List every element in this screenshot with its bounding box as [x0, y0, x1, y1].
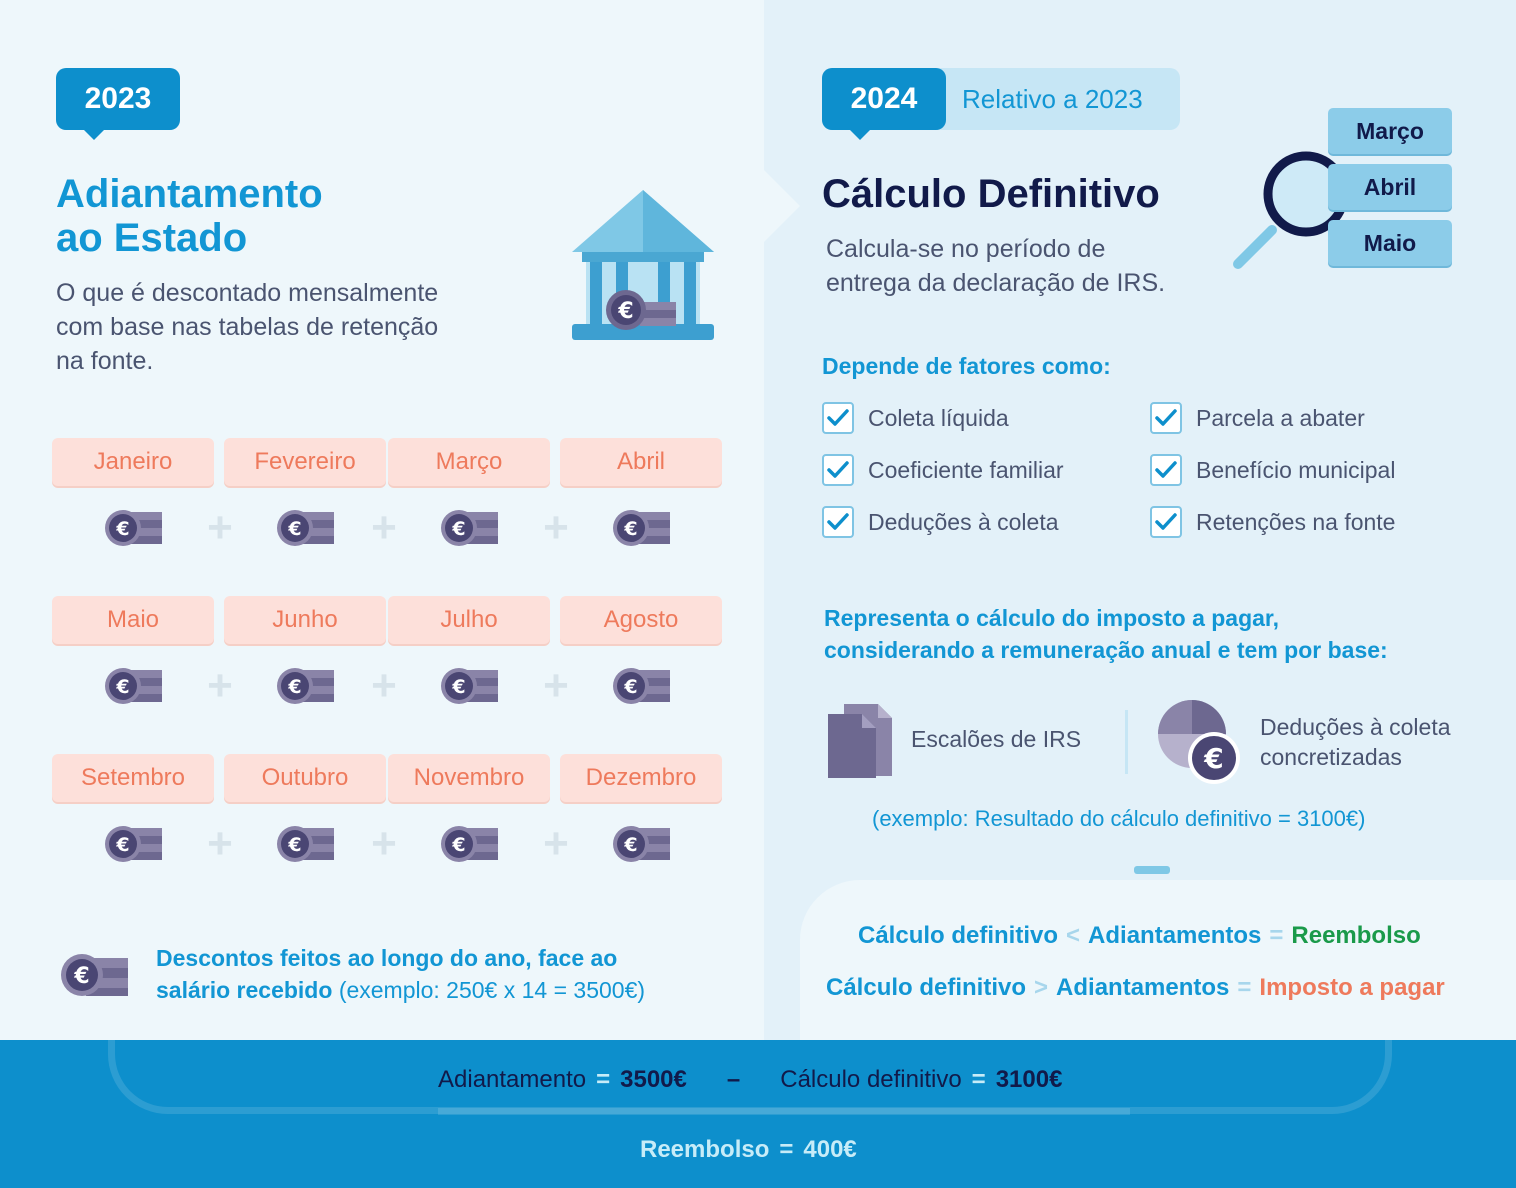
right-title: Cálculo Definitivo [822, 172, 1160, 216]
relative-year-label: Relativo a 2023 [962, 84, 1143, 114]
svg-text:€: € [452, 676, 466, 698]
coin-icon [276, 666, 336, 706]
factor-item [822, 506, 1059, 538]
annual-discounts-example: (exemplo: 250€ x 14 = 3500€) [338, 977, 646, 1003]
month-pill: Maio [52, 596, 214, 644]
left-title-line1: Adiantamento [56, 172, 323, 216]
plus-sign: + [543, 503, 569, 552]
coin-icon [104, 824, 164, 864]
rule2-greater-than: > [1034, 974, 1049, 1001]
month-pill: Fevereiro [224, 438, 386, 486]
svg-text:€: € [1204, 742, 1224, 775]
month-pill: Março [388, 438, 550, 486]
annual-discounts-note [156, 942, 645, 1006]
summary-minus: – [726, 1066, 741, 1093]
month-pill: Julho [388, 596, 550, 644]
factor-label: Coeficiente familiar [868, 456, 1064, 483]
checkmark-icon [822, 506, 854, 538]
svg-text:€: € [624, 676, 638, 698]
annual-discounts-line2 [156, 974, 645, 1006]
coin-icon [440, 824, 500, 864]
summary-eq-2: = [971, 1066, 986, 1093]
rule1-equals: = [1269, 922, 1284, 949]
coin-icon [440, 666, 500, 706]
month-pill: Junho [224, 596, 386, 644]
svg-text:€: € [288, 676, 302, 698]
summary-reembolso-value: 400€ [803, 1136, 857, 1163]
svg-text:€: € [116, 676, 130, 698]
pie-coin-icon [1156, 698, 1246, 788]
coin-icon [612, 508, 672, 548]
summary-bar [0, 1040, 1516, 1188]
bank-icon [568, 186, 718, 344]
year-badge-2023: 2023 [56, 68, 180, 130]
svg-text:€: € [74, 964, 90, 989]
coin-icon [104, 508, 164, 548]
checkmark-icon [822, 402, 854, 434]
coin-stack-icon [60, 952, 132, 998]
right-desc-line1: Calcula-se no período de [826, 235, 1106, 263]
svg-text:€: € [116, 834, 130, 856]
rule-imposto [826, 974, 1445, 1002]
period-month-marco: Março [1328, 108, 1452, 154]
right-description [826, 232, 1165, 300]
rule2-adiantamentos: Adiantamentos [1056, 974, 1230, 1001]
factor-label: Retenções na fonte [1196, 508, 1396, 535]
basis-item-escaloes: Escalões de IRS [911, 726, 1082, 752]
checkmark-icon [1150, 454, 1182, 486]
factor-label: Benefício municipal [1196, 456, 1396, 483]
plus-sign: + [371, 661, 397, 710]
summary-equation [438, 1066, 1062, 1094]
left-desc-line3: na fonte. [56, 347, 154, 375]
documents-icon [826, 700, 896, 780]
plus-sign: + [371, 819, 397, 868]
plus-sign: + [207, 661, 233, 710]
summary-adiantamento-label: Adiantamento [438, 1066, 587, 1093]
equals-connector-top [1134, 866, 1170, 874]
checkmark-icon [822, 454, 854, 486]
rule2-result: Imposto a pagar [1259, 974, 1445, 1001]
svg-text:€: € [116, 518, 130, 540]
checkmark-icon [1150, 402, 1182, 434]
svg-text:€: € [618, 299, 634, 324]
factor-item [1150, 506, 1395, 538]
rule1-calc: Cálculo definitivo [858, 922, 1059, 949]
summary-eq-3: = [779, 1136, 794, 1163]
basis-line2: considerando a remuneração anual e tem por base: [824, 637, 1388, 663]
factor-label: Deduções à coleta [868, 508, 1059, 535]
panel-divider-arrow [764, 170, 800, 242]
factor-item [822, 454, 1064, 486]
plus-sign: + [371, 503, 397, 552]
svg-text:€: € [288, 518, 302, 540]
basis-divider [1125, 710, 1128, 774]
basis-item-deducoes-line2: concretizadas [1260, 744, 1402, 770]
svg-text:€: € [624, 518, 638, 540]
svg-text:€: € [452, 834, 466, 856]
coin-icon [612, 824, 672, 864]
month-pill: Agosto [560, 596, 722, 644]
right-desc-line2: entrega da declaração de IRS. [826, 269, 1166, 297]
summary-result [640, 1136, 857, 1164]
month-pill: Setembro [52, 754, 214, 802]
month-pill: Janeiro [52, 438, 214, 486]
coin-icon [440, 508, 500, 548]
plus-sign: + [207, 503, 233, 552]
rule1-adiantamentos: Adiantamentos [1088, 922, 1262, 949]
annual-discounts-bold: salário recebido [156, 977, 333, 1003]
rules-box [800, 880, 1516, 1040]
rule2-calc: Cálculo definitivo [826, 974, 1027, 1001]
month-pill: Outubro [224, 754, 386, 802]
calc-example: (exemplo: Resultado do cálculo definitivo = 3100€) [872, 806, 1366, 831]
summary-eq-1: = [596, 1066, 611, 1093]
plus-sign: + [543, 661, 569, 710]
plus-sign: + [543, 819, 569, 868]
rule1-less-than: < [1066, 922, 1081, 949]
svg-text:€: € [288, 834, 302, 856]
basis-line1: Representa o cálculo do imposto a pagar, [824, 605, 1280, 631]
coin-icon [276, 508, 336, 548]
basis-item-deducoes [1260, 712, 1451, 772]
factor-item [1150, 402, 1365, 434]
factor-label: Parcela a abater [1196, 404, 1365, 431]
summary-reembolso-label: Reembolso [640, 1136, 770, 1163]
left-desc-line2: com base nas tabelas de retenção [56, 313, 439, 341]
svg-text:€: € [624, 834, 638, 856]
summary-adiantamento-value: 3500€ [620, 1066, 687, 1093]
left-title-line2: ao Estado [56, 216, 248, 260]
checkmark-icon [1150, 506, 1182, 538]
left-description [56, 276, 438, 378]
period-month-abril: Abril [1328, 164, 1452, 210]
factor-item [822, 402, 1009, 434]
factors-heading: Depende de fatores como: [822, 353, 1111, 379]
left-desc-line1: O que é descontado mensalmente [56, 279, 439, 307]
month-pill: Abril [560, 438, 722, 486]
factor-label: Coleta líquida [868, 404, 1009, 431]
plus-sign: + [207, 819, 233, 868]
coin-icon [104, 666, 164, 706]
coin-icon [276, 824, 336, 864]
month-pill: Novembro [388, 754, 550, 802]
svg-text:€: € [452, 518, 466, 540]
basis-heading [824, 602, 1388, 666]
rule1-result: Reembolso [1291, 922, 1421, 949]
rule2-equals: = [1237, 974, 1252, 1001]
summary-bracket-center [438, 1108, 1130, 1115]
summary-calculo-value: 3100€ [995, 1066, 1063, 1093]
coin-icon [612, 666, 672, 706]
annual-discounts-line1: Descontos feitos ao longo do ano, face ao [156, 945, 618, 971]
month-pill: Dezembro [560, 754, 722, 802]
summary-calculo-label: Cálculo definitivo [780, 1066, 962, 1093]
rule-reembolso [858, 922, 1421, 950]
basis-item-deducoes-line1: Deduções à coleta [1260, 714, 1451, 740]
period-month-maio: Maio [1328, 220, 1452, 266]
year-badge-2024: 2024 [822, 68, 946, 130]
factor-item [1150, 454, 1395, 486]
